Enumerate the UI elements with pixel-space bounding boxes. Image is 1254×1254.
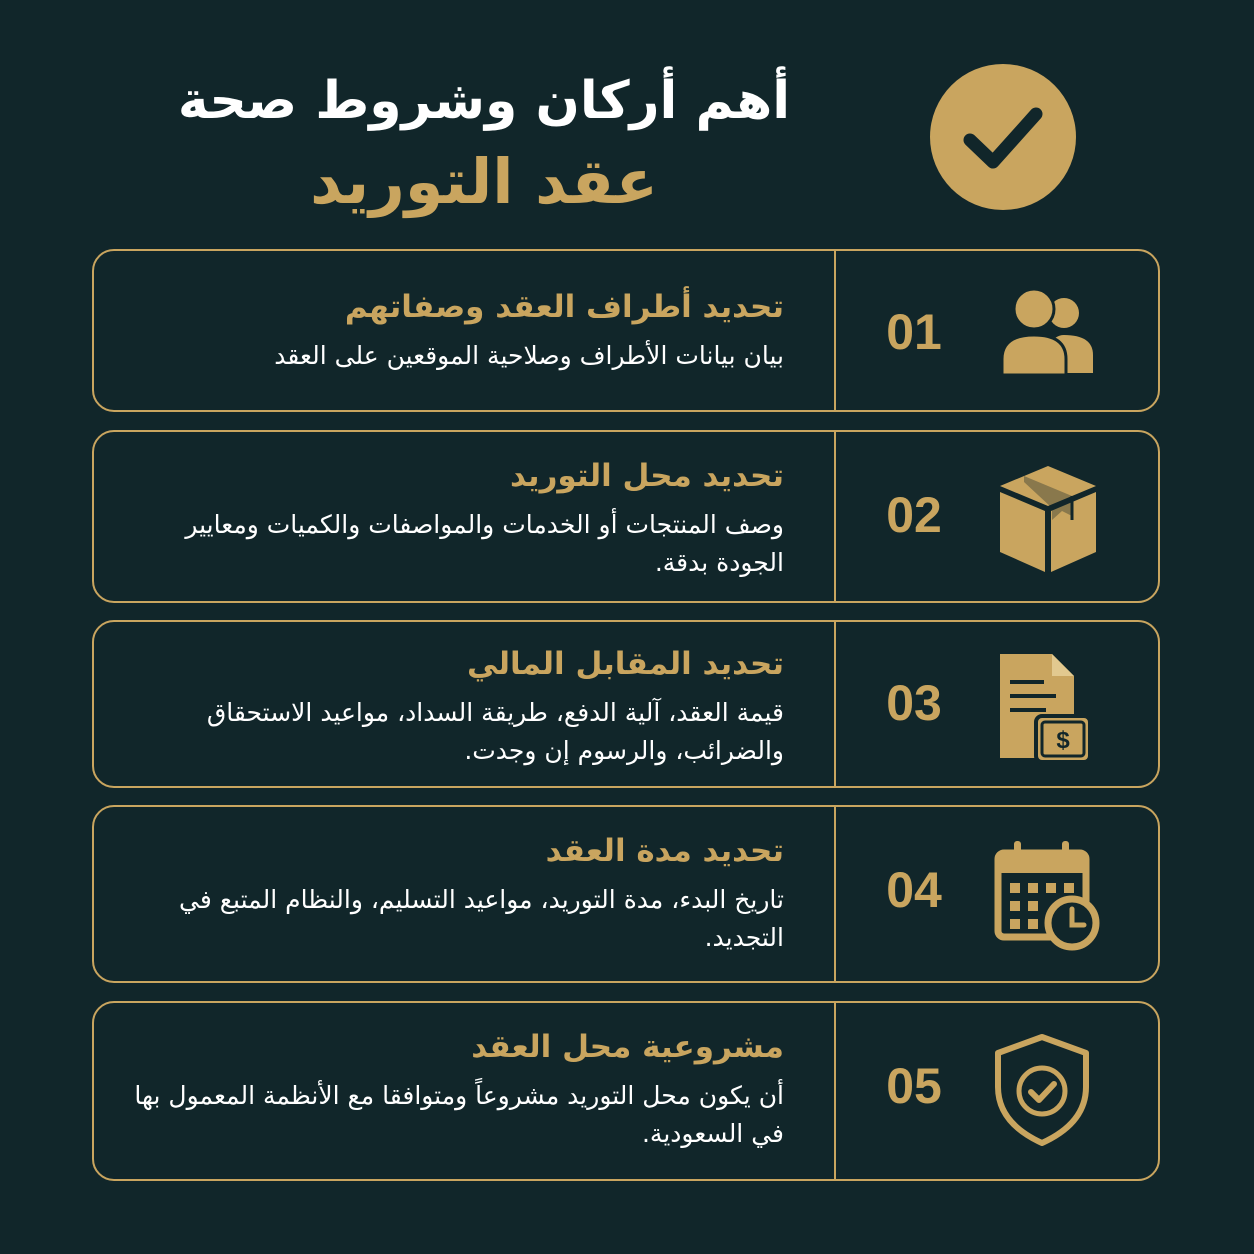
- item-description: تاريخ البدء، مدة التوريد، مواعيد التسليم، والنظام المتبع في التجديد.: [179, 885, 784, 952]
- item-description: قيمة العقد، آلية الدفع، طريقة السداد، مواعيد الاستحقاق والضرائب، والرسوم إن وجدت.: [206, 698, 784, 765]
- svg-text:$: $: [1056, 727, 1070, 754]
- users-icon: [990, 275, 1106, 391]
- card-divider: [834, 1003, 836, 1179]
- check-icon: [930, 64, 1076, 210]
- calendar-clock-icon: [990, 835, 1106, 951]
- list-item: [92, 620, 1160, 788]
- item-number: 04: [886, 862, 942, 918]
- page-subtitle: عقد التوريد: [310, 145, 658, 218]
- item-text: [124, 452, 784, 582]
- item-text: [124, 640, 784, 770]
- item-description: بيان بيانات الأطراف وصلاحية الموقعين على العقد: [274, 341, 784, 370]
- list-item: [92, 430, 1160, 603]
- item-number: 01: [886, 304, 942, 360]
- header: [0, 52, 1254, 227]
- card-divider: [834, 622, 836, 786]
- check-badge: [930, 64, 1076, 210]
- invoice-dollar-icon: [990, 650, 1106, 766]
- item-title: مشروعية محل العقد: [471, 1029, 784, 1065]
- card-divider: [834, 251, 836, 410]
- item-description: وصف المنتجات أو الخدمات والمواصفات والكميات ومعايير الجودة بدقة.: [185, 510, 784, 577]
- box-icon: [990, 460, 1106, 576]
- card-divider: [834, 807, 836, 981]
- item-text: [124, 283, 784, 375]
- item-title: تحديد محل التوريد: [510, 458, 784, 494]
- list-item: [92, 805, 1160, 983]
- list-item: [92, 249, 1160, 412]
- item-title: تحديد المقابل المالي: [466, 646, 784, 682]
- item-number: 05: [886, 1058, 942, 1114]
- list-item: [92, 1001, 1160, 1181]
- item-title: تحديد مدة العقد: [545, 833, 784, 869]
- item-title: تحديد أطراف العقد وصفاتهم: [344, 289, 784, 325]
- item-description: أن يكون محل التوريد مشروعاً ومتوافقا مع الأنظمة المعمول بها في السعودية.: [134, 1081, 784, 1148]
- card-divider: [834, 432, 836, 601]
- item-number: 03: [886, 675, 942, 731]
- item-number: 02: [886, 487, 942, 543]
- page-title: أهم أركان وشروط صحة: [177, 71, 791, 131]
- item-text: [124, 1023, 784, 1153]
- shield-check-icon: [990, 1031, 1106, 1147]
- item-text: [124, 827, 784, 957]
